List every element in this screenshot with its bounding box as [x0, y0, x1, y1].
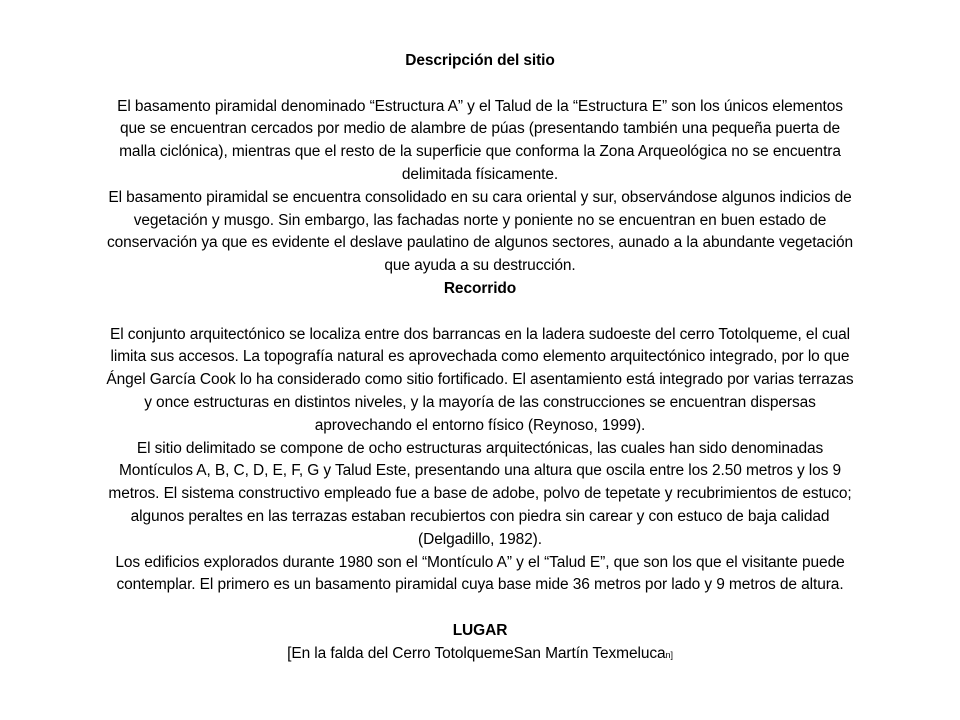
text-line: malla ciclónica), mientras que el resto de la superficie que conforma la Zona Arqueológica no se encuentra [119, 143, 841, 161]
text-line: El basamento piramidal se encuentra consolidado en su cara oriental y sur, observándose algunos indicios de [108, 188, 852, 206]
text-line: metros. El sistema constructivo empleado fue a base de adobe, polvo de tepetate y recubrimientos de estuco; [108, 485, 852, 503]
text-line: Montículos A, B, C, D, E, F, G y Talud Este, presentando una altura que oscila entre los 2.50 metros y los 9 [118, 462, 842, 480]
text-line: El basamento piramidal denominado “Estructura A” y el Talud de la “Estructura E” son los únicos elementos [117, 97, 843, 115]
text-line: algunos peraltes en las terrazas estaban recubiertos con piedra sin carear y con estuco de baja calidad [130, 507, 830, 525]
place-line [60, 643, 900, 667]
text-line: El sitio delimitado se compone de ocho estructuras arquitectónicas, las cuales han sido denominadas [136, 439, 824, 457]
text-line: y once estructuras en distintos niveles, y la mayoría de las construcciones se encuentran dispersas [144, 393, 816, 411]
place-text-tail: n] [665, 649, 673, 660]
slide-content [60, 50, 900, 667]
paragraph-descripcion-1 [60, 96, 900, 187]
text-line: conservación ya que es evidente el deslave paulatino de algunos sectores, aunado a la abundante vegetación [106, 234, 853, 252]
text-line: vegetación y musgo. Sin embargo, las fachadas norte y poniente no se encuentran en buen estado de [133, 211, 827, 229]
paragraph-recorrido-1 [60, 324, 900, 438]
text-line: Ángel García Cook lo ha considerado como sitio fortificado. El asentamiento está integrado por varias terrazas [106, 371, 854, 389]
text-line: aprovechando el entorno físico (Reynoso, 1999). [314, 416, 646, 434]
text-line: limita sus accesos. La topografía natural es aprovechada como elemento arquitectónico integrado, por lo que [110, 348, 850, 366]
section-title-recorrido: Recorrido [443, 279, 517, 297]
text-line: Los edificios explorados durante 1980 son el “Montículo A” y el “Talud E”, que son los que el visitante puede [115, 553, 845, 571]
spacer [60, 301, 900, 324]
text-line: delimitada físicamente. [401, 165, 559, 183]
text-line: El conjunto arquitectónico se localiza entre dos barrancas en la ladera sudoeste del cerro Totolqueme, el cual [109, 325, 851, 343]
spacer [60, 597, 900, 620]
paragraph-descripcion-2 [60, 187, 900, 278]
section-title-descripcion: Descripción del sitio [405, 52, 555, 69]
text-line: (Delgadillo, 1982). [418, 530, 542, 548]
paragraph-recorrido-2 [60, 438, 900, 552]
place-text: [En la falda del Cerro TotolquemeSan Martín Texmeluca [287, 644, 666, 662]
text-line: contemplar. El primero es un basamento piramidal cuya base mide 36 metros por lado y 9 metros de altura. [116, 576, 844, 594]
spacer [60, 73, 900, 96]
paragraph-recorrido-3 [60, 552, 900, 598]
section-title-lugar: LUGAR [452, 621, 508, 639]
text-line: que se encuentran cercados por medio de alambre de púas (presentando también una pequeña puerta de [119, 120, 841, 138]
text-line: que ayuda a su destrucción. [384, 257, 576, 275]
